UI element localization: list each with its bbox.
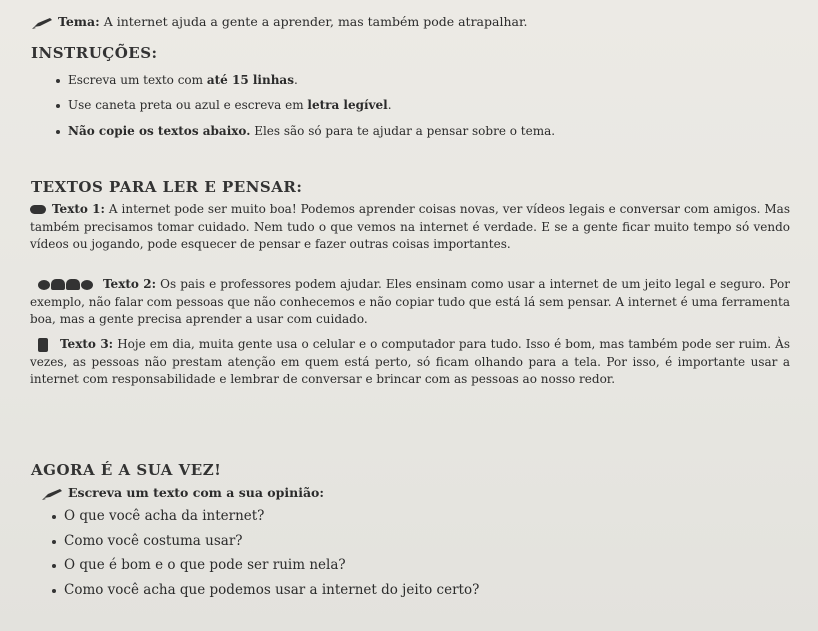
task-prompt: Escreva um texto com a sua opinião: [42,485,324,500]
instruction-item: Não copie os textos abaixo. Eles são só para te ajudar a pensar sobre o tema. [56,124,555,138]
phone-icon [38,338,48,352]
task-heading: AGORA É A SUA VEZ! [31,461,222,479]
question-item: O que é bom e o que pode ser ruim nela? [52,557,346,573]
theme-label: Tema: [57,14,100,29]
reading-text-2: Texto 2: Os pais e professores podem ajudar. Eles ensinam como usar a internet de um jeito legal e seguro. Por exemplo, não falar com pessoas que não conhecemos e não copiar tudo que está lá sem pensar. A internet é uma ferramenta boa, mas a gente precisa aprender a usar com cuidado. [30,277,790,326]
pencil-icon [32,17,54,29]
instructions-heading: INSTRUÇÕES: [31,44,158,62]
family-icon [81,280,93,290]
bullet-icon [56,104,60,108]
question-item: Como você costuma usar? [52,533,243,549]
eye-icon [30,205,46,214]
family-icon [66,279,80,290]
bullet-icon [56,130,60,134]
bullet-icon [52,564,56,568]
bullet-icon [52,589,56,593]
instruction-item: Escreva um texto com até 15 linhas. [56,73,298,87]
instruction-item: Use caneta preta ou azul e escreva em letra legível. [56,98,392,112]
reading-text-3: Texto 3: Hoje em dia, muita gente usa o celular e o computador para tudo. Isso é bom, mas também pode ser ruim. Às vezes, as pessoas não prestam atenção em quem está perto, só ficam olhando para a tela. Por isso, é importante usar a internet com responsabilidade e lembrar de conversar e brincar com as pessoas ao nosso redor. [30,337,790,386]
theme-line [32,14,528,29]
pencil-icon [42,488,64,500]
family-icon [38,280,50,290]
bullet-icon [56,79,60,83]
family-icon [51,279,65,290]
bullet-icon [52,515,56,519]
readings-heading: TEXTOS PARA LER E PENSAR: [31,178,303,196]
question-item: Como você acha que podemos usar a internet do jeito certo? [52,582,479,598]
question-item: O que você acha da internet? [52,508,264,524]
reading-text-1: Texto 1: A internet pode ser muito boa! Podemos aprender coisas novas, ver vídeos legais e conversar com amigos. Mas também precisamos tomar cuidado. Nem tudo o que vemos na internet é verdade. E se a gente ficar muito tempo só vendo vídeos ou jogando, pode esquecer de pensar e fazer outras coisas importantes. [30,202,790,251]
bullet-icon [52,540,56,544]
theme-text: A internet ajuda a gente a aprender, mas também pode atrapalhar. [103,14,528,29]
